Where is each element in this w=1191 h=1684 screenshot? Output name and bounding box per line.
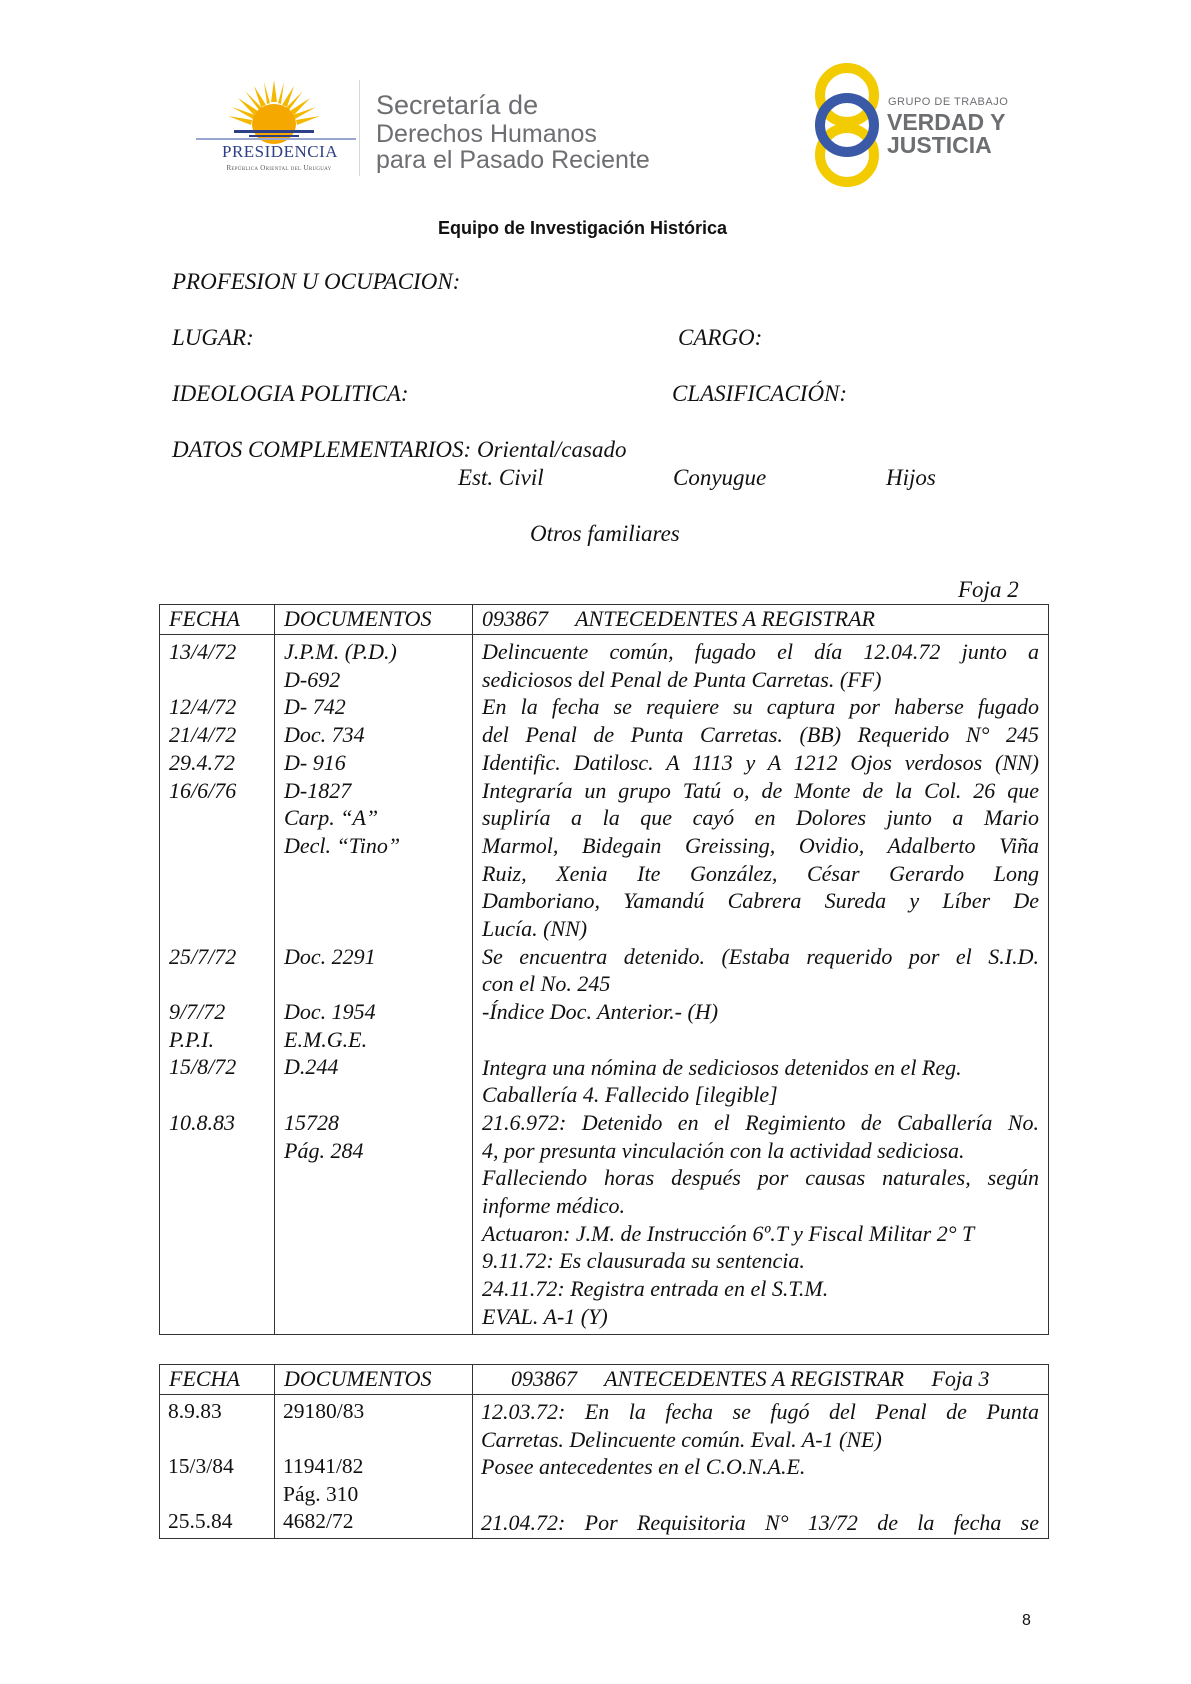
antecedente-line: Se encuentra detenido. (Estaba requerido por el S.I.D. xyxy=(482,943,1039,969)
fecha-cell: 13/4/72 xyxy=(169,639,237,664)
fecha-cell: 21/4/72 xyxy=(169,722,237,748)
antecedente-line: 24.11.72: Registra entrada en el S.T.M. xyxy=(482,1276,829,1302)
fecha-cell: 16/6/76 xyxy=(169,777,237,803)
grupo-title-small: GRUPO DE TRABAJO xyxy=(888,96,1009,108)
fecha-cell: P.P.I. xyxy=(169,1026,215,1052)
documentos-column xyxy=(275,1395,473,1539)
fecha-cell xyxy=(169,887,265,915)
grupo-title-line3: JUSTICIA xyxy=(887,132,992,158)
antecedente-line: Actuaron: J.M. de Instrucción 6º.T y Fiscal Militar 2° T xyxy=(482,1220,975,1246)
antecedente-line: 4, por presunta vinculación con la actividad sediciosa. xyxy=(482,1137,965,1163)
documento-cell: 29180/83 xyxy=(283,1399,365,1423)
header-documentos: DOCUMENTOS xyxy=(275,605,473,635)
documento-cell: Pág. 284 xyxy=(284,1137,364,1163)
fecha-cell xyxy=(169,832,265,860)
antecedentes-table-foja-2 xyxy=(159,604,1049,1335)
fecha-cell: 15/8/72 xyxy=(169,1054,237,1080)
documento-cell: D-692 xyxy=(284,666,341,692)
antecedente-line: Falleciendo horas después por causas naturales, según xyxy=(482,1165,1039,1191)
documento-cell: E.M.G.E. xyxy=(284,1026,368,1052)
antecedentes-column xyxy=(473,1395,1049,1539)
antecedente-line: informe médico. xyxy=(482,1193,625,1219)
fecha-cell: 10.8.83 xyxy=(169,1109,235,1135)
secretaria-line3: para el Pasado Reciente xyxy=(376,146,650,174)
header-fecha: FECHA xyxy=(160,1365,275,1395)
documento-cell: D- 742 xyxy=(284,694,346,720)
documento-cell xyxy=(284,970,463,998)
header-antecedentes: 093867 ANTECEDENTES A REGISTRAR xyxy=(473,605,1049,635)
est-civil-label: Est. Civil xyxy=(458,465,544,490)
antecedente-line: Damboriano, Yamandú Cabrera Sureda y Líber De xyxy=(482,888,1039,914)
antecedente-line: -Índice Doc. Anterior.- (H) xyxy=(482,999,719,1025)
cargo-label: CARGO: xyxy=(678,325,763,350)
fecha-cell xyxy=(169,666,265,694)
documento-cell: Doc. 1954 xyxy=(284,999,376,1025)
antecedente-line: En la fecha se requiere su captura por haberse fugado xyxy=(482,694,1039,720)
documento-cell: Carp. “A” xyxy=(284,805,379,831)
antecedente-line: supliría a la que cayó en Dolores junto a Mario xyxy=(482,805,1039,831)
antecedente-line: Identific. Datilosc. A 1113 y A 1212 Ojos verdosos (NN) xyxy=(482,749,1039,775)
documento-cell xyxy=(284,887,463,915)
antecedente-line: Integraría un grupo Tatú o, de Monte de la Col. 26 que xyxy=(482,777,1039,803)
table-body-row xyxy=(160,1395,1049,1539)
fecha-cell: 15/3/84 xyxy=(168,1454,234,1478)
fecha-cell xyxy=(169,804,265,832)
antecedente-line: 9.11.72: Es clausurada su sentencia. xyxy=(482,1248,805,1274)
fecha-cell: 9/7/72 xyxy=(169,999,226,1025)
antecedente-line: Carretas. Delincuente común. Eval. A-1 (NE) xyxy=(481,1426,882,1452)
antecedentes-table-foja-3 xyxy=(159,1364,1049,1539)
presidencia-text: PRESIDENCIA xyxy=(222,142,339,161)
fecha-cell: 12/4/72 xyxy=(169,694,237,720)
antecedente-line: Integra una nómina de sediciosos detenidos en el Reg. xyxy=(482,1054,962,1080)
fecha-cell: 25.5.84 xyxy=(168,1509,233,1533)
fecha-cell xyxy=(169,860,265,888)
datos-label: DATOS COMPLEMENTARIOS: Oriental/casado xyxy=(172,437,627,462)
secretaria-line2: Derechos Humanos xyxy=(376,120,597,148)
documento-cell xyxy=(284,860,463,888)
antecedente-line xyxy=(481,1481,1039,1509)
documentos-column xyxy=(275,635,473,1335)
antecedente-line: Ruiz, Xenia Ite González, César Gerardo Long xyxy=(482,860,1039,886)
antecedente-line: 21.6.972: Detenido en el Regimiento de Caballería No. xyxy=(482,1109,1039,1135)
fecha-cell xyxy=(169,970,265,998)
presidencia-logo xyxy=(196,78,356,176)
documento-cell: D.244 xyxy=(284,1054,339,1080)
header-documentos: DOCUMENTOS xyxy=(275,1365,473,1395)
antecedente-line: del Penal de Punta Carretas. (BB) Requerido N° 245 xyxy=(482,722,1039,748)
documento-cell: Decl. “Tino” xyxy=(284,832,401,858)
profesion-label: PROFESION U OCUPACION: xyxy=(172,269,461,294)
otros-familiares-label: Otros familiares xyxy=(530,521,680,546)
secretaria-line1: Secretaría de xyxy=(376,90,539,120)
table-header-row xyxy=(160,605,1049,635)
documento-cell: 11941/82 xyxy=(283,1454,364,1478)
rings-icon xyxy=(812,62,882,188)
documento-cell: Doc. 2291 xyxy=(284,943,376,969)
documento-cell: D-1827 xyxy=(284,777,352,803)
header-fecha: FECHA xyxy=(160,605,275,635)
fecha-cell xyxy=(169,1081,265,1109)
antecedente-line: EVAL. A-1 (Y) xyxy=(482,1303,608,1329)
antecedente-line xyxy=(482,1026,1039,1054)
antecedente-line: Delincuente común, fugado el día 12.04.72 junto a xyxy=(482,639,1039,664)
clasificacion-label: CLASIFICACIÓN: xyxy=(672,381,848,406)
header-antecedentes: 093867 ANTECEDENTES A REGISTRAR Foja 3 xyxy=(473,1365,1049,1395)
fecha-cell: 8.9.83 xyxy=(168,1399,222,1423)
antecedente-line: 21.04.72: Por Requisitoria N° 13/72 de la fecha se xyxy=(481,1509,1039,1535)
documento-cell xyxy=(284,915,463,943)
header-divider xyxy=(359,80,360,176)
fecha-cell: 29.4.72 xyxy=(169,749,235,775)
fecha-cell xyxy=(168,1426,269,1454)
antecedente-line: 12.03.72: En la fecha se fugó del Penal de Punta xyxy=(481,1399,1039,1424)
grupo-title-line2: VERDAD Y xyxy=(887,109,1006,135)
table-body-row xyxy=(160,635,1049,1335)
documento-cell: D- 916 xyxy=(284,749,346,775)
antecedente-line: Caballería 4. Fallecido [ilegible] xyxy=(482,1082,778,1108)
documento-cell: 4682/72 xyxy=(283,1509,354,1533)
lugar-label: LUGAR: xyxy=(172,325,254,350)
documento-cell xyxy=(284,1081,463,1109)
hijos-label: Hijos xyxy=(886,465,936,490)
page-number: 8 xyxy=(1022,1612,1031,1629)
antecedente-line: Lucía. (NN) xyxy=(482,916,588,942)
documento-cell: Doc. 734 xyxy=(284,722,365,748)
fecha-column xyxy=(160,635,275,1335)
fecha-cell xyxy=(168,1481,269,1509)
conyugue-label: Conyugue xyxy=(673,465,767,490)
fecha-cell: 25/7/72 xyxy=(169,943,237,969)
presidencia-subtitle: República Oriental del Uruguay xyxy=(226,164,332,172)
antecedente-line: Marmol, Bidegain Greissing, Ovidio, Adalberto Viña xyxy=(482,832,1039,858)
fecha-column xyxy=(160,1395,275,1539)
documento-cell: 15728 xyxy=(284,1109,339,1135)
table-header-row xyxy=(160,1365,1049,1395)
documento-cell xyxy=(283,1426,467,1454)
antecedentes-column xyxy=(473,635,1049,1335)
foja-2-label: Foja 2 xyxy=(958,577,1019,602)
fecha-cell xyxy=(169,915,265,943)
antecedente-line: sediciosos del Penal de Punta Carretas. (FF) xyxy=(482,666,882,692)
documento-cell: Pág. 310 xyxy=(283,1481,359,1506)
antecedente-line: Posee antecedentes en el C.O.N.A.E. xyxy=(481,1454,806,1480)
ideologia-label: IDEOLOGIA POLITICA: xyxy=(172,381,409,406)
equipo-heading: Equipo de Investigación Histórica xyxy=(438,218,728,238)
documento-cell: J.P.M. (P.D.) xyxy=(284,639,397,664)
antecedente-line: con el No. 245 xyxy=(482,971,611,997)
